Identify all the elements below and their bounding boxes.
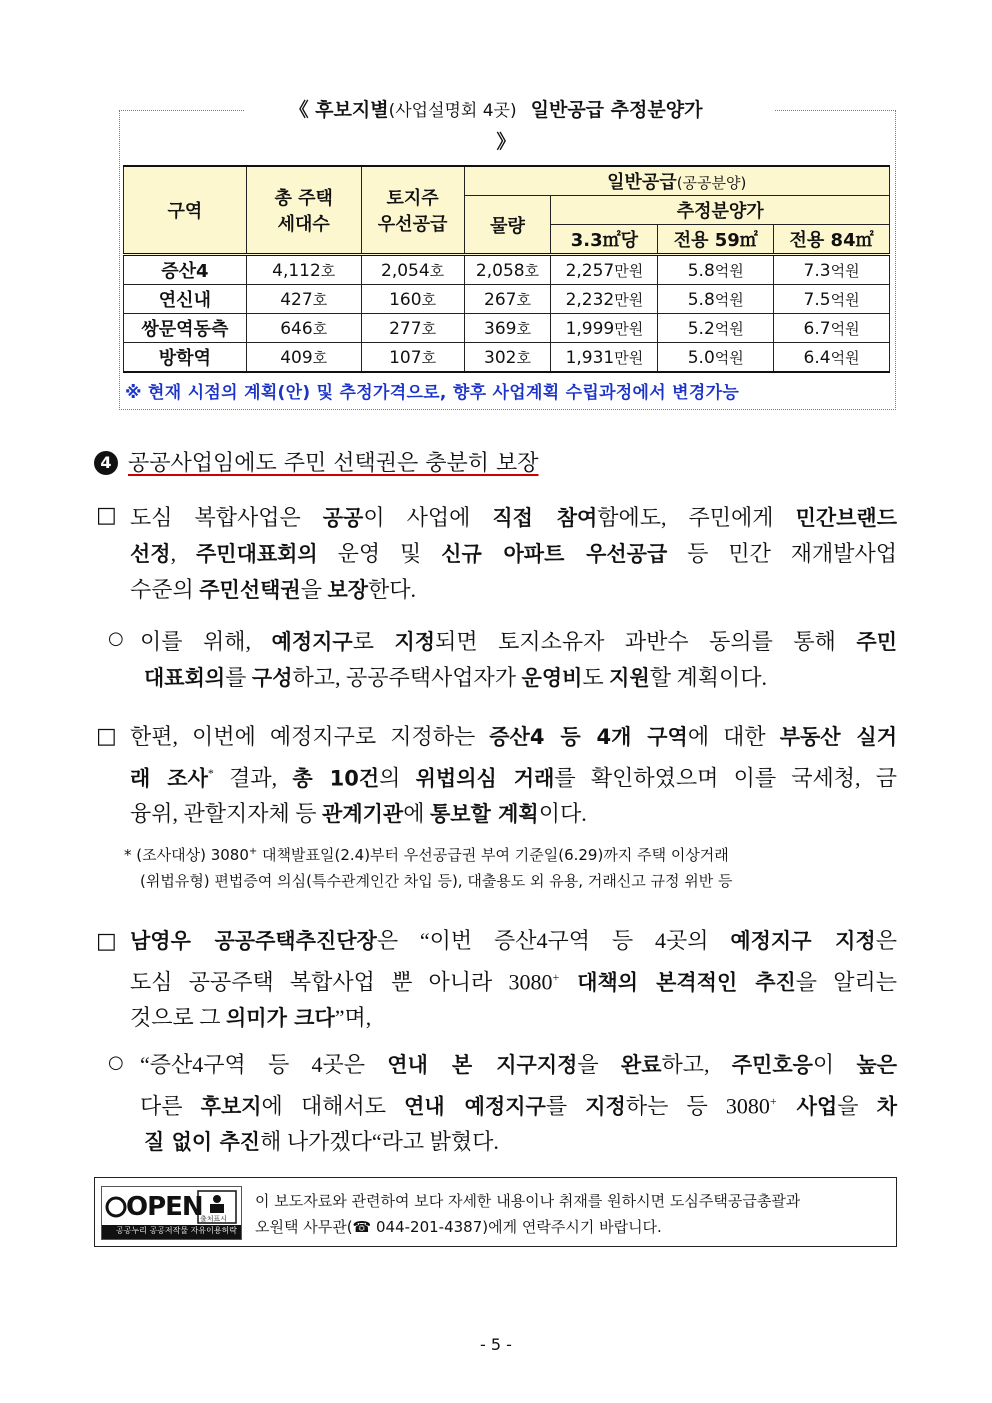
box-bullet: □: [96, 503, 117, 528]
p59-cell: 5.8억원: [658, 285, 774, 314]
total-cell: 646호: [246, 314, 361, 343]
circle-bullet: ○: [108, 1052, 124, 1073]
total-cell: 427호: [246, 285, 361, 314]
header-general-supply: 일반공급(공공분양): [464, 166, 889, 196]
table-title-part: 《 후보지별: [289, 99, 389, 121]
landowner-cell: 2,054호: [361, 255, 464, 285]
per33-cell: 2,257만원: [551, 255, 658, 285]
p84-cell: 6.7억원: [774, 314, 890, 343]
section-number: 4: [94, 451, 118, 475]
footnote: * (조사대상) 3080+ 대책발표일(2.4)부터 우선공급권 부여 기준일(6.29)까지 주택 이상거래 (위법유형) 편법증여 의심(특수관계인간 차입 등), 대출용도 외 유용, 거래신고 규정 위반 등: [124, 846, 733, 890]
region-cell: 쌍문역동측: [124, 314, 247, 343]
table-title: [0, 96, 992, 125]
p84-cell: 7.5억원: [774, 285, 890, 314]
header-59: 전용 59㎡: [658, 225, 774, 255]
header-total-units: 총 주택 세대수: [246, 166, 361, 255]
page-number: - 5 -: [480, 1335, 512, 1354]
volume-cell: 267호: [464, 285, 551, 314]
section-heading: [94, 446, 539, 477]
kogl-open-logo: [101, 1186, 242, 1240]
header-volume: 물량: [464, 196, 551, 255]
total-cell: 409호: [246, 343, 361, 372]
per33-cell: 2,232만원: [551, 285, 658, 314]
p59-cell: 5.2억원: [658, 314, 774, 343]
region-cell: 연신내: [124, 285, 247, 314]
total-cell: 4,112호: [246, 255, 361, 285]
header-landowner: 토지주 우선공급: [361, 166, 464, 255]
per33-cell: 1,999만원: [551, 314, 658, 343]
table-note: ※ 현재 시점의 계획(안) 및 추정가격으로, 향후 사업계획 수립과정에서 변경가능: [125, 383, 740, 403]
volume-cell: 369호: [464, 314, 551, 343]
region-cell: 증산4: [124, 255, 247, 285]
table-row: [124, 343, 890, 372]
table-row: [124, 285, 890, 314]
header-84: 전용 84㎡: [774, 225, 890, 255]
box-bullet: □: [96, 724, 117, 749]
box-bullet: □: [96, 929, 117, 954]
table-row: [124, 255, 890, 285]
p84-cell: 6.4억원: [774, 343, 890, 372]
p59-cell: 5.8억원: [658, 255, 774, 285]
volume-cell: 302호: [464, 343, 551, 372]
table-bottom-rule: [123, 371, 890, 373]
paragraph-2: 한편, 이번에 예정지구로 지정하는 증산4 등 4개 구역에 대한 부동산 실거 래 조사* 결과, 총 10건의 위법의심 거래를 확인하였으며 이를 국세청, 금 융위, 관할지자체 등 관계기관에 통보할 계획이다.: [130, 724, 898, 827]
table-row: [124, 314, 890, 343]
table-title-close: 》: [496, 131, 516, 153]
table-title-sub: (사업설명회 4곳): [388, 101, 517, 121]
p59-cell: 5.0억원: [658, 343, 774, 372]
contact-line-2: 오원택 사무관(☎ 044-201-4387)에게 연락주시기 바랍니다.: [255, 1218, 662, 1236]
paragraph-1: 도심 복합사업은 공공이 사업에 직접 참여함에도, 주민에게 민간브랜드 선정, 주민대표회의 운영 및 신규 아파트 우선공급 등 민간 재개발사업 수준의 주민선택권을 보장한다.: [130, 505, 898, 602]
paragraph-3a: “증산4구역 등 4곳은 연내 본 지구지정을 완료하고, 주민호응이 높은 다른 후보지에 대해서도 연내 예정지구를 지정하는 등 3080+ 사업을 차 질 없이 추진해 나가겠다“라고 밝혔다.: [140, 1052, 898, 1155]
source-badge: 출처표시: [200, 1215, 228, 1223]
table-title-part: 일반공급 추정분양가: [530, 99, 703, 121]
landowner-cell: 277호: [361, 314, 464, 343]
paragraph-1a: 이를 위해, 예정지구로 지정되면 토지소유자 과반수 동의를 통해 주민 대표회의를 구성하고, 공공주택사업자가 운영비도 지원할 계획이다.: [140, 629, 897, 690]
open-logo-text: OPEN: [126, 1192, 203, 1222]
landowner-cell: 160호: [361, 285, 464, 314]
price-table: [123, 165, 890, 372]
section-title: 공공사업임에도 주민 선택권은 충분히 보장: [128, 451, 539, 476]
header-per-33: 3.3㎡당: [551, 225, 658, 255]
header-est-price: 추정분양가: [551, 196, 890, 225]
p84-cell: 7.3억원: [774, 255, 890, 285]
paragraph-3: 남영우 공공주택추진단장은 “이번 증산4구역 등 4곳의 예정지구 지정은 도심 공공주택 복합사업 뿐 아니라 3080+ 대책의 본격적인 추진을 알리는 것으로 그 의미가 크다”며,: [130, 928, 897, 1031]
contact-message: [255, 1188, 895, 1240]
region-cell: 방학역: [124, 343, 247, 372]
open-logo-caption: 공공누리 공공저작물 자유이용허락: [116, 1226, 238, 1235]
circle-bullet: ○: [108, 628, 124, 649]
contact-line-1: 이 보도자료와 관련하여 보다 자세한 내용이나 취재를 원하시면 도심주택공급총괄과: [255, 1192, 801, 1210]
per33-cell: 1,931만원: [551, 343, 658, 372]
landowner-cell: 107호: [361, 343, 464, 372]
header-region: 구역: [124, 166, 247, 255]
volume-cell: 2,058호: [464, 255, 551, 285]
